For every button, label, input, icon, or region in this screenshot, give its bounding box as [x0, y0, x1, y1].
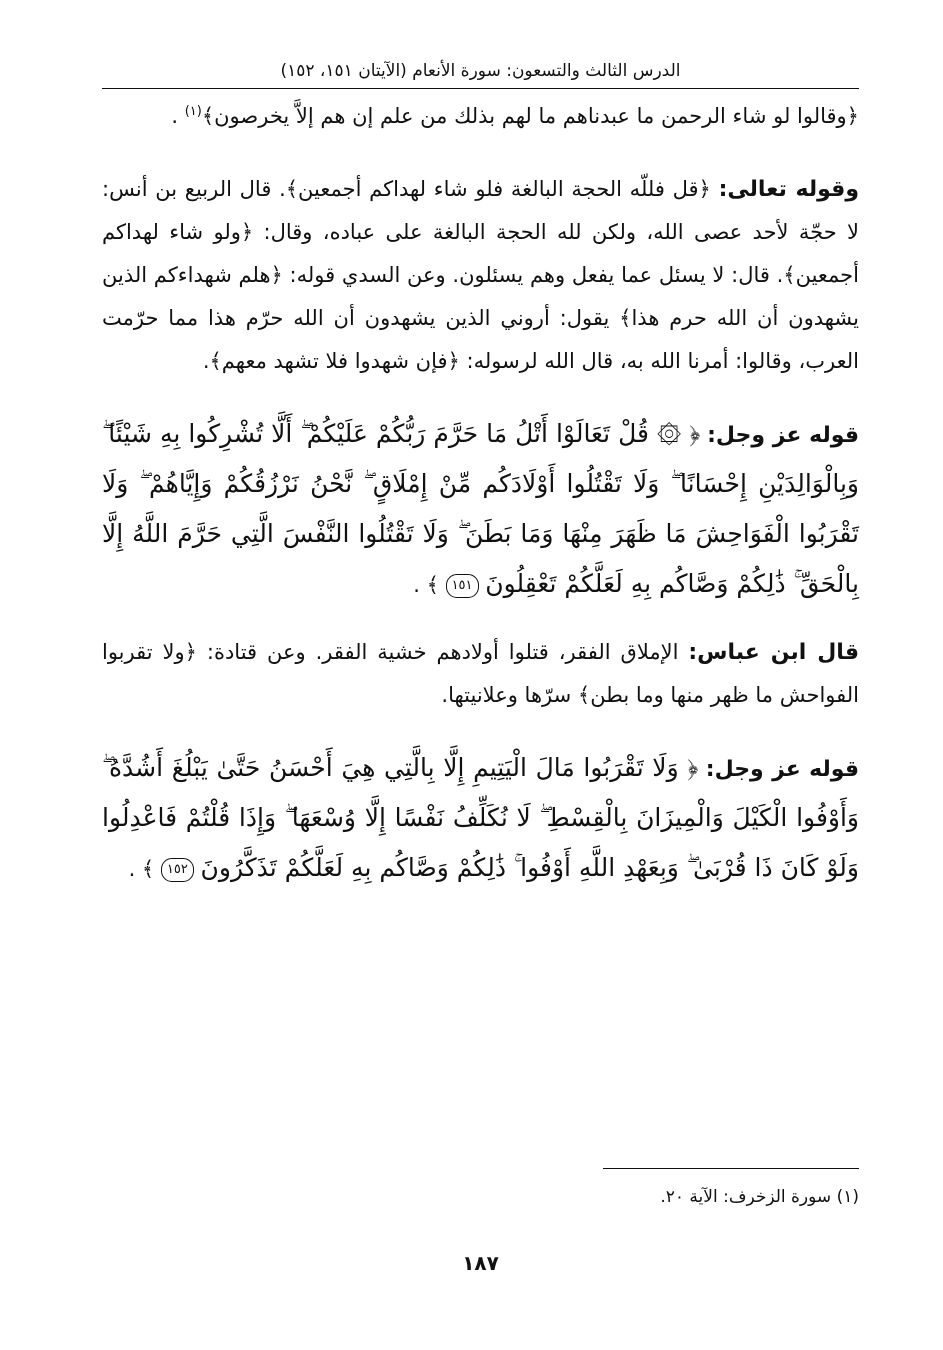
page-number: ١٨٧ [462, 1251, 499, 1275]
footnote-divider [603, 1168, 859, 1169]
ayah-number-marker: ١٥٢ [161, 858, 194, 882]
quran-verse-text: ﴿ وَلَا تَقْرَبُوا مَالَ الْيَتِيمِ إِلَّا بِالَّتِي هِيَ أَحْسَنُ حَتَّىٰ يَبْلُغَ أَشُدَّهُ ۖ وَأَوْفُوا الْكَيْلَ وَالْمِيزَانَ بِالْقِسْطِ ۖ لَا نُكَلِّفُ نَفْسًا إِلَّا وُسْعَهَا ۖ وَإِذَا قُلْتُمْ فَاعْدِلُوا وَلَوْ كَانَ ذَا قُرْبَىٰ ۖ وَبِعَهْدِ اللَّهِ أَوْفُوا ۚ ذَٰلِكُمْ وَصَّاكُم بِهِ لَعَلَّكُمْ تَذَكَّرُونَ [102, 753, 859, 882]
running-header: الدرس الثالث والتسعون: سورة الأنعام (الآيتان ١٥١، ١٥٢) [102, 58, 859, 89]
paragraph-commentary-hujja [102, 168, 859, 383]
paragraph-text: الإملاق الفقر، قتلوا أولادهم خشية الفقر. وعن قتادة: ﴿ولا تقربوا الفواحش ما ظهر منها وما بطن﴾ سرّها وعلانيتها. [102, 640, 859, 707]
paragraph-quote-zukhruf [102, 95, 859, 138]
paragraph-text: ﴿قل فللّه الحجة البالغة فلو شاء لهداكم أجمعين﴾. قال الربيع بن أنس: لا حجّة لأحد عصى الله، ولكن لله الحجة البالغة على عباده، وقال: ﴿ولو شاء لهداكم أجمعين﴾. قال: لا يسئل عما يفعل وهم يسئلون. وعن السدي قوله: ﴿هلم شهداءكم الذين يشهدون أن الله حرم هذا﴾ يقول: أروني الذين يشهدون أن الله حرّم هذا مما حرّمت العرب، وقالوا: أمرنا الله به، قال الله لرسوله: ﴿فإن شهدوا فلا تشهد معهم﴾. [102, 177, 859, 373]
paragraph-lead: وقوله تعالى: [718, 177, 860, 202]
footnote-reference[interactable]: (١) [184, 104, 202, 119]
verse-lead: قوله عز وجل: [707, 423, 859, 448]
paragraph-ibn-abbas [102, 631, 859, 717]
quran-verse-text: ﴿ ۞ قُلْ تَعَالَوْا أَتْلُ مَا حَرَّمَ رَبُّكُمْ عَلَيْكُمْ ۖ أَلَّا تُشْرِكُوا بِهِ شَيْئًا ۖ وَبِالْوَالِدَيْنِ إِحْسَانًا ۖ وَلَا تَقْتُلُوا أَوْلَادَكُم مِّنْ إِمْلَاقٍ ۖ نَّحْنُ نَرْزُقُكُمْ وَإِيَّاهُمْ ۖ وَلَا تَقْرَبُوا الْفَوَاحِشَ مَا ظَهَرَ مِنْهَا وَمَا بَطَنَ ۖ وَلَا تَقْتُلُوا النَّفْسَ الَّتِي حَرَّمَ اللَّهُ إِلَّا بِالْحَقِّ ۚ ذَٰلِكُمْ وَصَّاكُم بِهِ لَعَلَّكُمْ تَعْقِلُونَ [102, 419, 859, 598]
paragraph-lead: قال ابن عباس: [688, 640, 859, 665]
verse-end: ﴾ . [128, 857, 155, 881]
paragraph-text: ﴿وقالوا لو شاء الرحمن ما عبدناهم ما لهم بذلك من علم إن هم إلاَّ يخرصون﴾ [201, 104, 859, 128]
ayah-number-marker: ١٥١ [446, 574, 479, 598]
paragraph-end: . [171, 104, 178, 128]
footnote-number: (١) [836, 1187, 859, 1207]
footnote-text: سورة الزخرف: الآية ٢٠. [660, 1187, 832, 1207]
footnote [660, 1182, 859, 1212]
verse-end: ﴾ . [413, 573, 439, 597]
verse-lead: قوله عز وجل: [705, 757, 859, 782]
book-page [102, 58, 859, 1298]
verse-151-block [102, 409, 859, 609]
verse-152-block [102, 743, 859, 893]
